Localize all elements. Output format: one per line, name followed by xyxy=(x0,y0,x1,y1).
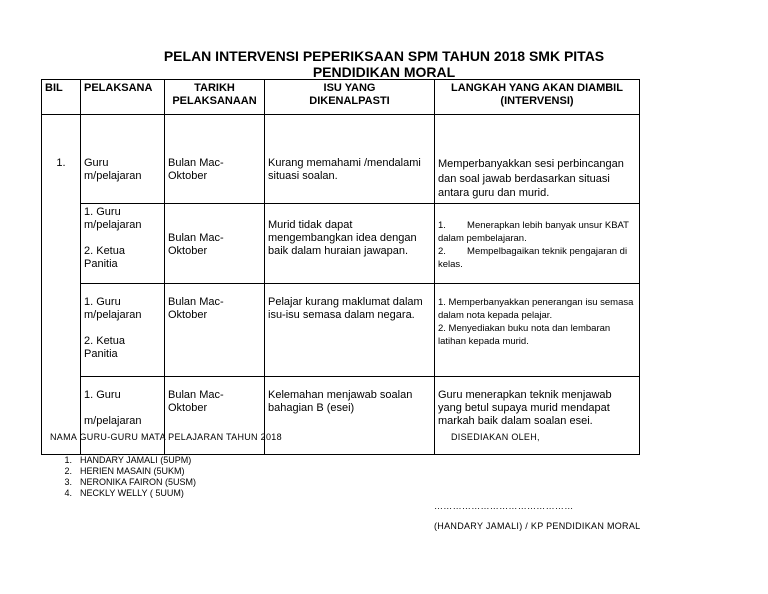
table-row xyxy=(42,376,640,454)
header-isu xyxy=(265,80,435,115)
cell-langkah xyxy=(435,283,640,376)
intervention-table xyxy=(41,79,640,455)
cell-langkah: Guru menerapkan teknik menjawab yang betul supaya murid mendapat markah baik dalam soalan esei. xyxy=(435,376,640,454)
prepared-by-label: DISEDIAKAN OLEH, xyxy=(451,432,540,442)
cell-bil: 1. xyxy=(42,115,81,455)
document-title: PELAN INTERVENSI PEPERIKSAAN SPM TAHUN 2018 SMK PITAS xyxy=(163,48,605,64)
header-pelaksana: PELAKSANA xyxy=(81,80,165,115)
header-isu-line2: DIKENALPASTI xyxy=(309,95,390,107)
pelaksana-line: m/pelajaran xyxy=(84,414,142,427)
header-isu-line1: ISU YANG xyxy=(323,82,376,94)
cell-isu: Kurang memahami /mendalami situasi soalan. xyxy=(265,115,435,204)
signatory-name: (HANDARY JAMALI) / KP PENDIDIKAN MORAL xyxy=(434,521,641,531)
langkah-line: 1. Memperbanyakkan penerangan isu semasa dalam nota kepada pelajar. xyxy=(438,296,634,321)
pelaksana-line: m/pelajaran xyxy=(84,170,142,182)
pelaksana-line: 1. Guru xyxy=(84,388,121,401)
table-row xyxy=(42,203,640,283)
list-item: 4. NECKLY WELLY ( 5UUM) xyxy=(64,488,184,498)
cell-langkah: Memperbanyakkan sesi perbincangan dan soal jawab berdasarkan situasi antara guru dan murid. xyxy=(435,115,640,204)
tarikh-line: Oktober xyxy=(168,170,208,182)
header-tarikh xyxy=(165,80,265,115)
tarikh-line: Bulan Mac- xyxy=(168,388,224,401)
list-item: 1. HANDARY JAMALI (5UPM) xyxy=(64,455,192,465)
tarikh-line: Oktober xyxy=(168,308,208,321)
cell-isu: Murid tidak dapat mengembangkan idea dengan baik dalam huraian jawapan. xyxy=(265,203,435,283)
table-row xyxy=(42,115,640,204)
cell-tarikh xyxy=(165,376,265,454)
cell-tarikh xyxy=(165,203,265,283)
header-langkah-line2: (INTERVENSI) xyxy=(500,95,574,107)
pelaksana-line: Panitia xyxy=(84,347,118,360)
tarikh-line: Bulan Mac- xyxy=(168,231,224,244)
cell-pelaksana xyxy=(81,115,165,204)
tarikh-line: Oktober xyxy=(168,401,208,414)
langkah-line: 1. Menerapkan lebih banyak unsur KBAT dalam pembelajaran. xyxy=(438,219,632,244)
document-subtitle: PENDIDIKAN MORAL xyxy=(312,64,456,80)
langkah-line: 2. Mempelbagaikan teknik pengajaran di kelas. xyxy=(438,245,630,270)
teachers-heading: NAMA GURU-GURU MATA PELAJARAN TAHUN 2018 xyxy=(50,432,282,442)
header-tarikh-line1: TARIKH xyxy=(194,82,235,94)
tarikh-line: Bulan Mac- xyxy=(168,295,224,308)
cell-tarikh xyxy=(165,283,265,376)
pelaksana-line: m/pelajaran xyxy=(84,218,142,231)
tarikh-line: Bulan Mac- xyxy=(168,157,224,169)
pelaksana-line: 1. Guru xyxy=(84,205,121,218)
table-row xyxy=(42,283,640,376)
cell-pelaksana xyxy=(81,203,165,283)
cell-pelaksana xyxy=(81,283,165,376)
header-tarikh-line2: PELAKSANAAN xyxy=(172,95,257,107)
pelaksana-line: 2. Ketua xyxy=(84,244,125,257)
header-bil: BIL xyxy=(42,80,81,115)
pelaksana-line: m/pelajaran xyxy=(84,308,142,321)
langkah-line: 2. Menyediakan buku nota dan lembaran latihan kepada murid. xyxy=(438,322,611,347)
cell-pelaksana xyxy=(81,376,165,454)
cell-isu: Kelemahan menjawab soalan bahagian B (esei) xyxy=(265,376,435,454)
signature-line: ……………………………………… xyxy=(434,501,574,511)
pelaksana-line: Panitia xyxy=(84,257,118,270)
list-item: 2. HERIEN MASAIN (5UKM) xyxy=(64,466,185,476)
cell-langkah xyxy=(435,203,640,283)
header-langkah-line1: LANGKAH YANG AKAN DIAMBIL xyxy=(451,82,623,94)
cell-tarikh xyxy=(165,115,265,204)
tarikh-line: Oktober xyxy=(168,244,208,257)
pelaksana-line: Guru xyxy=(84,157,109,169)
list-item: 3. NERONIKA FAIRON (5USM) xyxy=(64,477,197,487)
pelaksana-line: 2. Ketua xyxy=(84,334,125,347)
table-header-row xyxy=(42,80,640,115)
cell-isu: Pelajar kurang maklumat dalam isu-isu semasa dalam negara. xyxy=(265,283,435,376)
pelaksana-line: 1. Guru xyxy=(84,295,121,308)
teacher-list xyxy=(52,455,196,499)
header-langkah xyxy=(435,80,640,115)
